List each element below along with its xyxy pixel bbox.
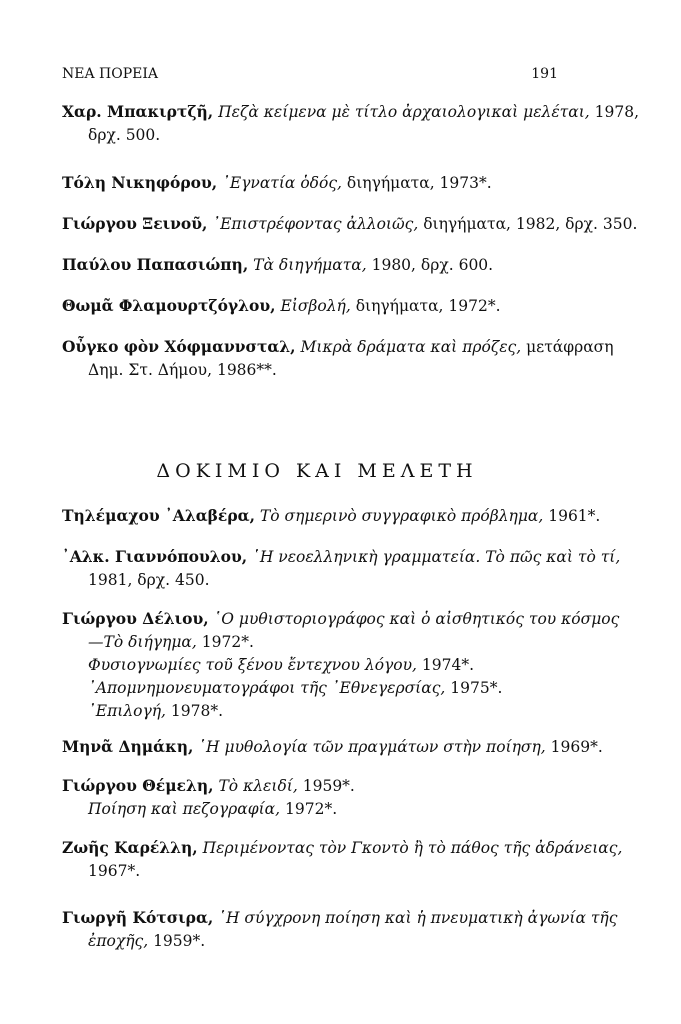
entry-details: 1974*. — [421, 656, 475, 674]
entry-continuation: 1981, δρχ. 450. — [88, 571, 210, 589]
entry-work: Τὸ σημερινὸ συγγραφικὸ πρόβλημα, — [259, 507, 544, 525]
entry-details: 1978*. — [170, 702, 224, 720]
entry-details: 1972*. — [285, 800, 338, 818]
entry-author: Γιώργου Ξεινοῦ, — [62, 214, 208, 233]
entry-work: ᾿Εγνατία ὁδός, — [222, 174, 342, 192]
bibliography-entry — [62, 504, 601, 528]
entry-details: 1959*. — [302, 777, 355, 795]
entry-details: μετάφραση — [526, 338, 614, 356]
entry-author: Οὖγκο φὸν Χόφμαννσταλ, — [62, 337, 296, 356]
entry-work: ᾿Επιλογή, — [88, 702, 166, 720]
page-number: 191 — [531, 66, 558, 82]
entry-details: 1980, δρχ. 600. — [371, 256, 494, 274]
bibliography-entry — [62, 735, 603, 759]
entry-author: Θωμᾶ Φλαμουρτζόγλου, — [62, 296, 276, 315]
entry-work: Τὰ διηγήματα, — [253, 256, 367, 274]
entry-continuation: 1967*. — [88, 862, 141, 880]
entry-details: 1959*. — [153, 932, 206, 950]
entry-details: 1972*. — [201, 633, 254, 651]
entry-work: ἐποχῆς, — [88, 932, 149, 950]
entry-work: —Τὸ διήγημα, — [88, 633, 197, 651]
entry-author: Ζωῆς Καρέλλη, — [62, 838, 198, 857]
entry-details: διηγήματα, 1973*. — [346, 174, 492, 192]
entry-author: Τηλέμαχου ᾿Αλαβέρα, — [62, 506, 255, 525]
bibliography-entry — [62, 906, 618, 953]
entry-details: 1961*. — [548, 507, 601, 525]
entry-work: Πεζὰ κείμενα μὲ τίτλο ἀρχαιολογικαὶ μελέται, — [218, 103, 590, 121]
bibliography-entry — [62, 335, 614, 382]
entry-continuation: δρχ. 500. — [88, 126, 161, 144]
entry-work: Φυσιογνωμίες τοῦ ξένου ἔντεχνου λόγου, — [88, 656, 417, 674]
entry-work: ᾿Επιστρέφοντας ἀλλοιῶς, — [212, 215, 419, 233]
entry-details: διηγήματα, 1982, δρχ. 350. — [423, 215, 638, 233]
entry-details: 1969*. — [550, 738, 603, 756]
entry-work: ῾Ο μυθιστοριογράφος καὶ ὁ αἰσθητικός του κόσμος — [213, 610, 620, 628]
entry-work: Εἰσβολή, — [280, 297, 351, 315]
entry-author: Γιώργου Δέλιου, — [62, 609, 209, 628]
entry-work: Περιμένοντας τὸν Γκοντὸ ἢ τὸ πάθος τῆς ἀδράνειας, — [202, 839, 623, 857]
entry-author: Γιωργῆ Κότσιρα, — [62, 908, 214, 927]
entry-work: ῾Η μυθολογία τῶν πραγμάτων στὴν ποίηση, — [198, 738, 546, 756]
entry-work: ῾Η σύγχρονη ποίηση καὶ ἡ πνευματικὴ ἀγωνία τῆς — [218, 909, 618, 927]
entry-continuation: Δημ. Στ. Δήμου, 1986**. — [88, 361, 277, 379]
entry-author: Χαρ. Μπακιρτζῆ, — [62, 102, 214, 121]
entry-author: Τόλη Νικηφόρου, — [62, 173, 218, 192]
bibliography-entry — [62, 100, 640, 147]
entry-details: 1975*. — [450, 679, 503, 697]
entry-author: ᾿Αλκ. Γιαννόπουλου, — [62, 547, 248, 566]
entry-work: ῾Η νεοελληνικὴ γραμματεία. Τὸ πῶς καὶ τὸ τί, — [252, 548, 621, 566]
bibliography-entry — [62, 836, 623, 883]
entry-author: Γιώργου Θέμελη, — [62, 776, 214, 795]
entry-work: Τὸ κλειδί, — [218, 777, 298, 795]
entry-work: Μικρὰ δράματα καὶ πρόζες, — [300, 338, 522, 356]
bibliography-entry — [62, 294, 572, 318]
bibliography-entry — [62, 545, 621, 592]
bibliography-entry — [62, 253, 572, 277]
running-header — [62, 66, 558, 86]
entry-work: ᾿Απομνημονευματογράφοι τῆς ᾿Εθνεγερσίας, — [88, 679, 446, 697]
bibliography-entry — [62, 607, 620, 723]
section-heading: ΔΟΚΙΜΙΟ ΚΑΙ ΜΕΛΕΤΗ — [156, 460, 478, 482]
entry-work: Ποίηση καὶ πεζογραφία, — [88, 800, 281, 818]
entry-author: Μηνᾶ Δημάκη, — [62, 737, 194, 756]
bibliography-entry — [62, 774, 572, 821]
entry-author: Παύλου Παπασιώπη, — [62, 255, 249, 274]
entry-details: 1978, — [594, 103, 640, 121]
bibliography-entry — [62, 212, 638, 236]
bibliography-entry — [62, 171, 572, 195]
entry-details: διηγήματα, 1972*. — [355, 297, 501, 315]
journal-title: ΝΕΑ ΠΟΡΕΙΑ — [62, 66, 158, 82]
